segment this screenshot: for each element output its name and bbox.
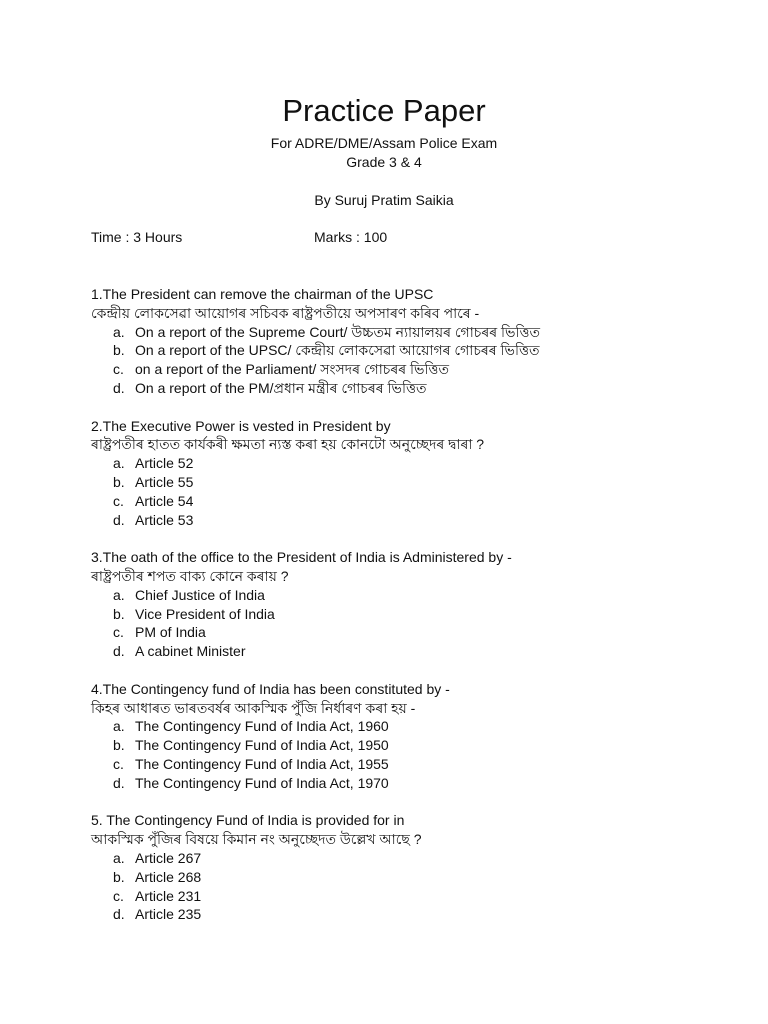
- option-text: The Contingency Fund of India Act, 1950: [135, 737, 389, 754]
- option-item: [91, 849, 731, 868]
- question-text-assamese: ৰাষ্ট্ৰপতীৰ শপত বাক্য কোনে কৰায় ?: [91, 567, 289, 584]
- option-text: Article 54: [135, 492, 194, 509]
- question-text-english: 2.The Executive Power is vested in President by: [91, 417, 391, 434]
- option-text: The Contingency Fund of India Act, 1970: [135, 774, 389, 791]
- option-text: Article 52: [135, 455, 194, 472]
- exam-meta: [91, 228, 691, 246]
- option-item: [91, 511, 731, 530]
- option-letter: a.: [113, 718, 125, 735]
- option-item: [91, 755, 731, 774]
- question-list: [91, 285, 731, 943]
- option-text: On a report of the PM/প্ৰধান মন্ত্ৰীৰ গোচৰৰ ভিত্তিত: [135, 379, 427, 396]
- option-text: Article 267: [135, 849, 202, 866]
- option-text: A cabinet Minister: [135, 643, 246, 660]
- option-item: [91, 454, 731, 473]
- option-text: Chief Justice of India: [135, 586, 265, 603]
- question-text-assamese: আকস্মিক পুঁজিৰ বিষয়ে কিমান নং অনুচ্ছেদত উল্লেখ আছে ?: [91, 831, 422, 848]
- question-block: [91, 417, 731, 530]
- option-letter: b.: [113, 605, 125, 622]
- question-text-assamese: কেন্দ্ৰীয় লোকসেৱা আয়োগৰ সচিবক ৰাষ্ট্ৰপতীয়ে অপসাৰণ কৰিব পাৰে -: [91, 304, 480, 321]
- option-letter: c.: [113, 361, 124, 378]
- option-letter: a.: [113, 849, 125, 866]
- option-text: The Contingency Fund of India Act, 1960: [135, 718, 389, 735]
- option-list: [91, 849, 731, 924]
- grade-subtitle: Grade 3 & 4: [346, 154, 422, 170]
- option-text: Article 268: [135, 868, 202, 885]
- option-letter: a.: [113, 586, 125, 603]
- option-item: [91, 473, 731, 492]
- time-label: Time : 3 Hours: [91, 229, 183, 245]
- option-item: [91, 905, 731, 924]
- question-text-english: 5. The Contingency Fund of India is provided for in: [91, 812, 405, 829]
- option-text: Article 55: [135, 473, 194, 490]
- option-list: [91, 323, 731, 398]
- option-text: On a report of the Supreme Court/ উচ্চতম ন্যায়ালয়ৰ গোচৰৰ ভিত্তিত: [135, 323, 540, 340]
- option-text: PM of India: [135, 624, 206, 641]
- author-line: By Suruj Pratim Saikia: [314, 192, 454, 208]
- option-letter: c.: [113, 492, 124, 509]
- option-letter: d.: [113, 643, 125, 660]
- option-list: [91, 586, 731, 661]
- option-letter: d.: [113, 774, 125, 791]
- option-text: Article 235: [135, 906, 202, 923]
- option-item: [91, 717, 731, 736]
- option-list: [91, 717, 731, 792]
- option-item: [91, 341, 731, 360]
- option-letter: d.: [113, 379, 125, 396]
- option-item: [91, 623, 731, 642]
- option-item: [91, 868, 731, 887]
- option-item: [91, 492, 731, 511]
- question-text-assamese: কিহৰ আধাৰত ভাৰতবৰ্ষৰ আকস্মিক পুঁজি নিৰ্ধাৰণ কৰা হয় -: [91, 699, 416, 716]
- option-letter: a.: [113, 455, 125, 472]
- option-text: on a report of the Parliament/ সংসদৰ গোচৰৰ ভিত্তিত: [135, 361, 449, 378]
- option-item: [91, 586, 731, 605]
- option-item: [91, 379, 731, 398]
- question-text-english: 1.The President can remove the chairman of the UPSC: [91, 286, 434, 302]
- option-text: Vice President of India: [135, 605, 275, 622]
- option-item: [91, 323, 731, 342]
- option-list: [91, 454, 731, 529]
- option-item: [91, 887, 731, 906]
- option-letter: d.: [113, 906, 125, 923]
- option-text: On a report of the UPSC/ কেন্দ্ৰীয় লোকসেৱা আয়োগৰ গোচৰৰ ভিত্তিত: [135, 342, 540, 359]
- exam-subtitle: For ADRE/DME/Assam Police Exam: [270, 135, 498, 151]
- option-item: [91, 605, 731, 624]
- question-text-english: 4.The Contingency fund of India has been constituted by -: [91, 680, 450, 697]
- question-block: [91, 811, 731, 924]
- option-item: [91, 360, 731, 379]
- option-item: [91, 642, 731, 661]
- option-letter: b.: [113, 737, 125, 754]
- option-item: [91, 774, 731, 793]
- option-text: Article 53: [135, 511, 194, 528]
- page-title: Practice Paper: [282, 93, 486, 128]
- option-letter: b.: [113, 342, 125, 359]
- option-letter: c.: [113, 755, 124, 772]
- question-block: [91, 548, 731, 661]
- option-letter: a.: [113, 323, 125, 340]
- option-letter: c.: [113, 624, 124, 641]
- marks-label: Marks : 100: [314, 229, 388, 245]
- option-letter: d.: [113, 511, 125, 528]
- option-letter: c.: [113, 887, 124, 904]
- option-letter: b.: [113, 868, 125, 885]
- question-text-assamese: ৰাষ্ট্ৰপতীৰ হাতত কাৰ্যকৰী ক্ষমতা ন্যস্ত কৰা হয় কোনটো অনুচ্ছেদৰ দ্বাৰা ?: [91, 436, 485, 453]
- option-letter: b.: [113, 473, 125, 490]
- option-text: Article 231: [135, 887, 202, 904]
- option-item: [91, 736, 731, 755]
- question-block: [91, 680, 731, 793]
- question-block: [91, 285, 731, 398]
- question-text-english: 3.The oath of the office to the President of India is Administered by -: [91, 549, 512, 566]
- option-text: The Contingency Fund of India Act, 1955: [135, 755, 389, 772]
